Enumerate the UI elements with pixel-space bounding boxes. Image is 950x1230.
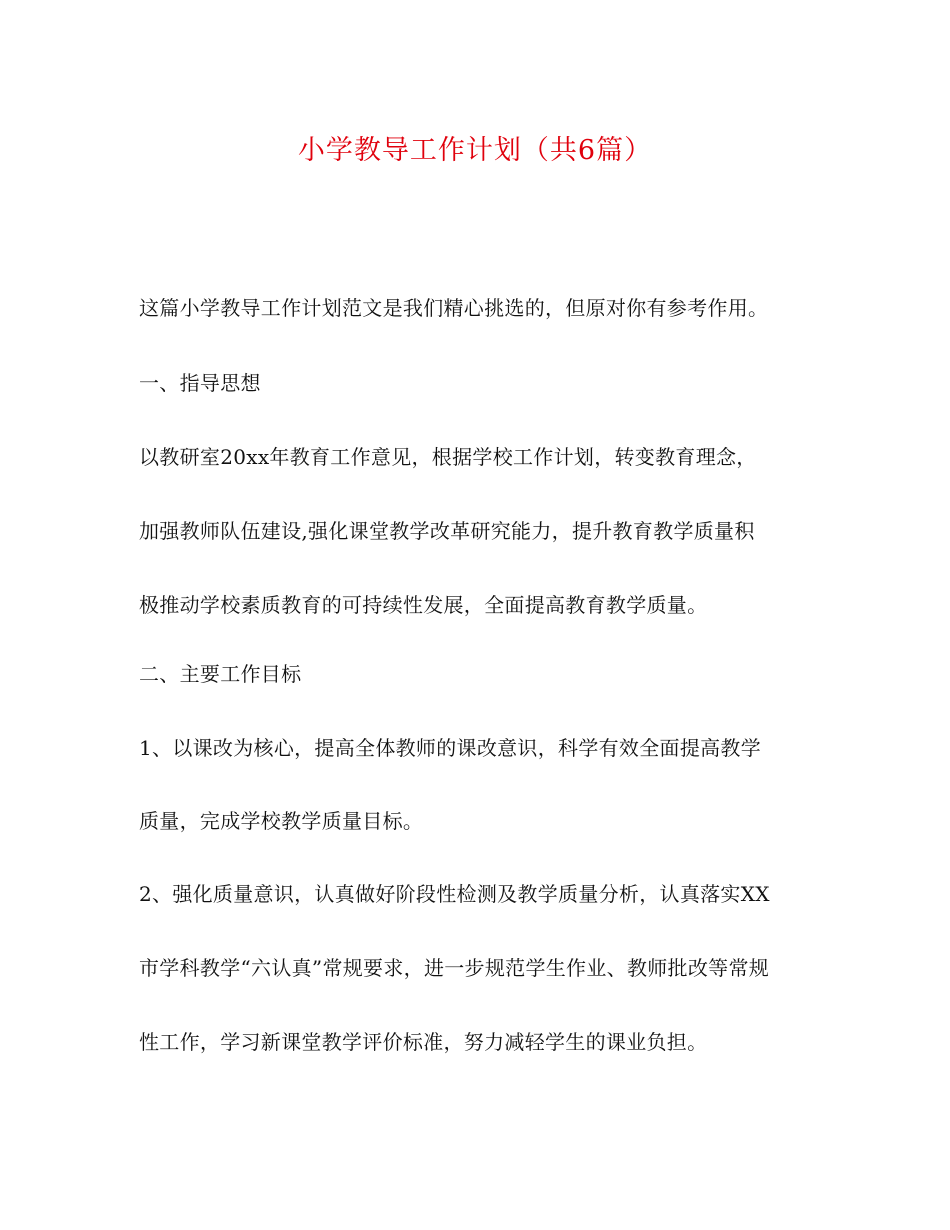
paragraph-line: 1、以课改为核心，提高全体教师的课改意识，科学有效全面提高教学 xyxy=(139,736,762,760)
paragraph-line: 性工作，学习新课堂教学评价标准，努力减轻学生的课业负担。 xyxy=(139,1030,708,1054)
document-title: 小学教导工作计划（共6篇） xyxy=(297,135,653,166)
paragraph-line: 极推动学校素质教育的可持续性发展，全面提高教育教学质量。 xyxy=(139,593,708,617)
paragraph-line: 以教研室20xx年教育工作意见，根据学校工作计划，转变教育理念， xyxy=(139,445,757,469)
paragraph-line: 2、强化质量意识，认真做好阶段性检测及教学质量分析，认真落实XX xyxy=(139,882,770,906)
intro-paragraph: 这篇小学教导工作计划范文是我们精心挑选的，但原对你有参考作用。 xyxy=(139,296,769,320)
paragraph-line: 质量，完成学校教学质量目标。 xyxy=(139,809,424,833)
section-heading-guiding-ideology: 一、指导思想 xyxy=(139,371,261,395)
section-heading-main-goals: 二、主要工作目标 xyxy=(139,662,302,686)
paragraph-line: 加强教师队伍建设,强化课堂教学改革研究能力，提升教育教学质量积 xyxy=(139,519,755,543)
paragraph-line: 市学科教学“六认真”常规要求，进一步规范学生作业、教师批改等常规 xyxy=(139,956,770,980)
